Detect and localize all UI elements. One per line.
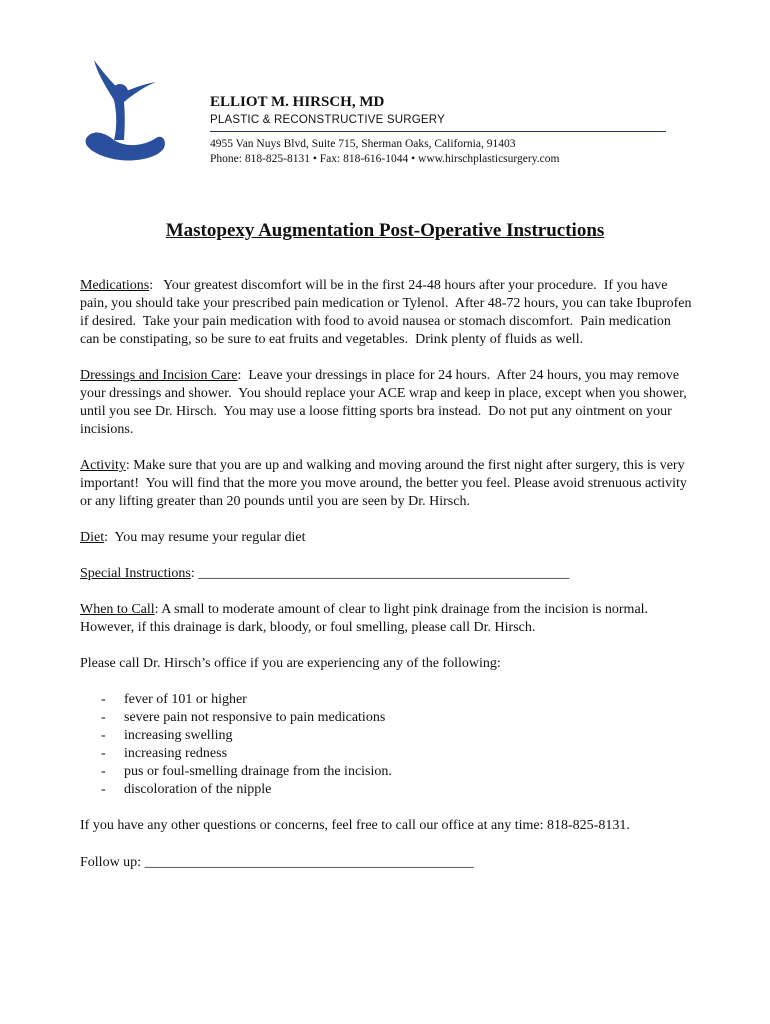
- list-item: [80, 727, 692, 745]
- office-address: 4955 Van Nuys Blvd, Suite 715, Sherman Oaks, California, 91403: [210, 138, 516, 150]
- when-to-call-text: A small to moderate amount of clear to light pink drainage from the incision is normal. However, if this drainage is dark, bloody, or foul smelling, please call Dr. Hirsch.: [80, 602, 649, 635]
- dressings-text: Leave your dressings in place for 24 hours. After 24 hours, you may remove your dressings and shower. You should replace your ACE wrap and keep in place, except when you shower, until you see Dr. Hirsch. You may use a loose fitting sports bra instead. Do not put any ointment on your incisions.: [80, 368, 691, 437]
- bullet-dash: -: [101, 782, 106, 797]
- activity-text: Make sure that you are up and walking and moving around the first night after surgery, this is very important! You will find that the more you move around, the better you feel. Please avoid strenuous activity or any lifting greater than 20 pounds until you are seen by Dr. Hirsch.: [80, 458, 691, 509]
- logo-figure: [94, 60, 156, 140]
- follow-up-label: Follow up:: [80, 855, 142, 870]
- symptom-list: [80, 691, 692, 799]
- symptom-text: fever of 101 or higher: [124, 692, 247, 707]
- bullet-dash: -: [101, 764, 106, 779]
- follow-up-line: [80, 854, 692, 872]
- symptom-text: increasing redness: [124, 746, 228, 761]
- list-item: [80, 745, 692, 763]
- diet-paragraph: [80, 529, 692, 547]
- dressings-paragraph: [80, 367, 692, 439]
- doctor-name: ELLIOT M. HIRSCH, MD: [210, 94, 385, 110]
- practice-logo: [84, 58, 170, 166]
- bullet-dash: -: [101, 746, 106, 761]
- symptom-text: pus or foul-smelling drainage from the incision.: [124, 764, 392, 779]
- symptom-text: discoloration of the nipple: [124, 782, 272, 797]
- instructions-body: [80, 277, 695, 890]
- medications-label: Medications: [80, 278, 150, 293]
- bullet-dash: -: [101, 710, 106, 725]
- medications-text: Your greatest discomfort will be in the first 24-48 hours after your procedure. If you have pain, you should take your prescribed pain medication or Tylenol. After 48-72 hours, you can take Ibuprofen if desired. Take your pain medication with food to avoid nausea or stomach discomfort. Pain medication can be constipating, so be sure to eat fruits and vegetables. Drink plenty of fluids as well.: [80, 278, 695, 347]
- diet-label: Diet: [80, 530, 105, 545]
- list-item: [80, 691, 692, 709]
- letterhead-rule: [210, 131, 666, 132]
- activity-label: Activity: [80, 458, 126, 473]
- office-contact: Phone: 818-825-8131 • Fax: 818-616-1044 • www.hirschplasticsurgery.com: [210, 153, 560, 165]
- medications-sep: :: [149, 278, 164, 293]
- document-title: Mastopexy Augmentation Post-Operative Instructions: [165, 220, 605, 241]
- when-to-call-paragraph: [80, 601, 692, 637]
- special-instructions-blank[interactable]: _____________________________________________________: [198, 566, 570, 581]
- when-to-call-sep: :: [154, 602, 162, 617]
- list-item: [80, 709, 692, 727]
- call-intro: Please call Dr. Hirsch’s office if you are experiencing any of the following:: [80, 656, 501, 671]
- symptom-text: severe pain not responsive to pain medications: [124, 710, 386, 725]
- symptom-text: increasing swelling: [124, 728, 233, 743]
- bullet-dash: -: [101, 728, 106, 743]
- diet-text: You may resume your regular diet: [114, 530, 306, 545]
- logo-hand: [86, 133, 165, 161]
- bullet-dash: -: [101, 692, 106, 707]
- special-instructions-paragraph: [80, 565, 692, 583]
- dressings-label: Dressings and Incision Care: [80, 368, 238, 383]
- special-instructions-label: Special Instructions: [80, 566, 191, 581]
- when-to-call-label: When to Call: [80, 602, 155, 617]
- activity-sep: :: [125, 458, 134, 473]
- medications-paragraph: [80, 277, 695, 349]
- list-item: [80, 763, 692, 781]
- follow-up-blank[interactable]: _______________________________________________: [144, 855, 474, 870]
- letterhead: [210, 94, 666, 167]
- diet-sep: :: [104, 530, 115, 545]
- dressings-sep: :: [237, 368, 249, 383]
- closing-paragraph: If you have any other questions or concerns, feel free to call our office at any time: 818-825-8131.: [80, 818, 630, 833]
- special-instructions-sep: :: [190, 566, 199, 581]
- doctor-specialty: PLASTIC & RECONSTRUCTIVE SURGERY: [210, 114, 445, 126]
- list-item: [80, 781, 692, 799]
- activity-paragraph: [80, 457, 692, 511]
